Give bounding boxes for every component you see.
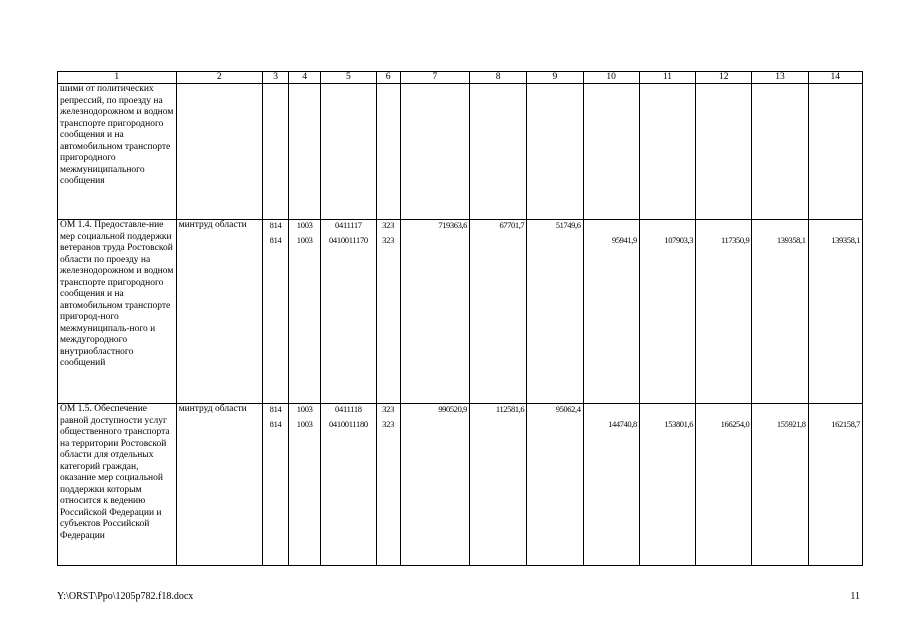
- code-line: 814: [269, 404, 282, 414]
- csr-cell: [321, 220, 376, 404]
- table-row: [58, 84, 863, 220]
- code-line: 0410011180: [328, 418, 368, 429]
- code-line: 1003: [296, 220, 313, 230]
- year-cell: [752, 220, 808, 404]
- file-path: Y:\ORST\Ppo\1205p782.f18.docx: [57, 591, 194, 602]
- total-cell: [400, 84, 469, 220]
- csr-cell: [321, 404, 376, 566]
- vr-cell: [376, 220, 400, 404]
- year-cell: 67701,7: [470, 220, 527, 404]
- code-line: 1003: [296, 404, 313, 414]
- year-cell: [696, 220, 752, 404]
- year-value: 117350,9: [720, 235, 750, 245]
- budget-table: [57, 71, 863, 566]
- year-value: 153801,6: [664, 419, 694, 429]
- year-cell: 112581,6: [470, 404, 527, 566]
- grbs-cell: [263, 404, 289, 566]
- measure-description: ОМ 1.5. Обеспечение равной доступности услуг общественного транспорта на территории Ростовской области для отдельных категорий граждан, оказание мер социальной поддержки которым относится к ведению Российской Федерации и субъектов Российской Федерации: [58, 404, 177, 566]
- col-header: 3: [263, 72, 289, 84]
- year-cell: [583, 404, 639, 566]
- col-header: 11: [639, 72, 695, 84]
- col-header: 6: [376, 72, 400, 84]
- year-cell: [583, 220, 639, 404]
- rzpr-cell: [289, 220, 321, 404]
- col-header: 13: [752, 72, 808, 84]
- code-line: 1003: [296, 418, 313, 429]
- year-cell: [808, 84, 862, 220]
- col-header: 4: [289, 72, 321, 84]
- code-line: 323: [382, 418, 395, 429]
- code-line: 0410011170: [328, 234, 368, 245]
- code-line: 814: [269, 220, 282, 230]
- year-value: 144740,8: [608, 419, 637, 429]
- total-cell: 990520,9: [400, 404, 469, 566]
- year-cell: [696, 84, 752, 220]
- grbs-cell: [263, 220, 289, 404]
- code-line: 323: [382, 234, 395, 245]
- total-cell: 719363,6: [400, 220, 469, 404]
- year-value: 139358,1: [831, 235, 860, 245]
- code-line: 814: [269, 234, 282, 245]
- year-cell: [527, 84, 583, 220]
- year-cell: [808, 404, 862, 566]
- code-line: 0411117: [335, 220, 362, 230]
- year-value: 107903,3: [664, 235, 694, 245]
- table-row: [58, 404, 863, 566]
- col-header: 12: [696, 72, 752, 84]
- grbs-cell: [263, 84, 289, 220]
- table-row: [58, 220, 863, 404]
- col-header: 8: [470, 72, 527, 84]
- year-value: 166254,0: [720, 419, 750, 429]
- year-value: 155921,8: [776, 419, 806, 429]
- year-cell: [752, 404, 808, 566]
- year-cell: [639, 220, 695, 404]
- csr-cell: [321, 84, 376, 220]
- year-cell: [639, 404, 695, 566]
- rzpr-cell: [289, 404, 321, 566]
- year-cell: [639, 84, 695, 220]
- vr-cell: [376, 84, 400, 220]
- rzpr-cell: [289, 84, 321, 220]
- col-header: 5: [321, 72, 376, 84]
- col-header: 9: [527, 72, 583, 84]
- vr-cell: [376, 404, 400, 566]
- measure-description: ОМ 1.4. Предоставле-ние мер социальной поддержки ветеранов труда Ростовской области по проезду на железнодорожном и водном транспорте пригородного сообщения и на автомобильном транспорте пригород-ного межмуниципаль-ного и междугородного внутриобластного сообщений: [58, 220, 177, 404]
- col-header: 7: [400, 72, 469, 84]
- agency-cell: минтруд области: [176, 220, 262, 404]
- code-line: 0411118: [335, 404, 362, 414]
- year-value: 95941,9: [611, 235, 637, 245]
- year-cell: [808, 220, 862, 404]
- year-cell: [696, 404, 752, 566]
- col-header: 2: [176, 72, 262, 84]
- col-header: 14: [808, 72, 862, 84]
- year-cell: [470, 84, 527, 220]
- year-value: 139358,1: [776, 235, 806, 245]
- year-value: 162158,7: [831, 419, 860, 429]
- year-cell: [583, 84, 639, 220]
- year-cell: [752, 84, 808, 220]
- column-number-row: [58, 72, 863, 84]
- col-header: 10: [583, 72, 639, 84]
- agency-cell: минтруд области: [176, 404, 262, 566]
- page-number: 11: [850, 591, 860, 602]
- year-cell: 95062,4: [527, 404, 583, 566]
- code-line: 323: [382, 404, 395, 414]
- agency-cell: [176, 84, 262, 220]
- code-line: 1003: [296, 234, 313, 245]
- code-line: 814: [269, 418, 282, 429]
- year-cell: 51749,6: [527, 220, 583, 404]
- code-line: 323: [382, 220, 395, 230]
- measure-description: шими от политических репрессий, по проезду на железнодорожном и водном транспорте пригородного сообщения и на автомобильном транспорте пригородного межмуниципального сообщения: [58, 84, 177, 220]
- col-header: 1: [58, 72, 177, 84]
